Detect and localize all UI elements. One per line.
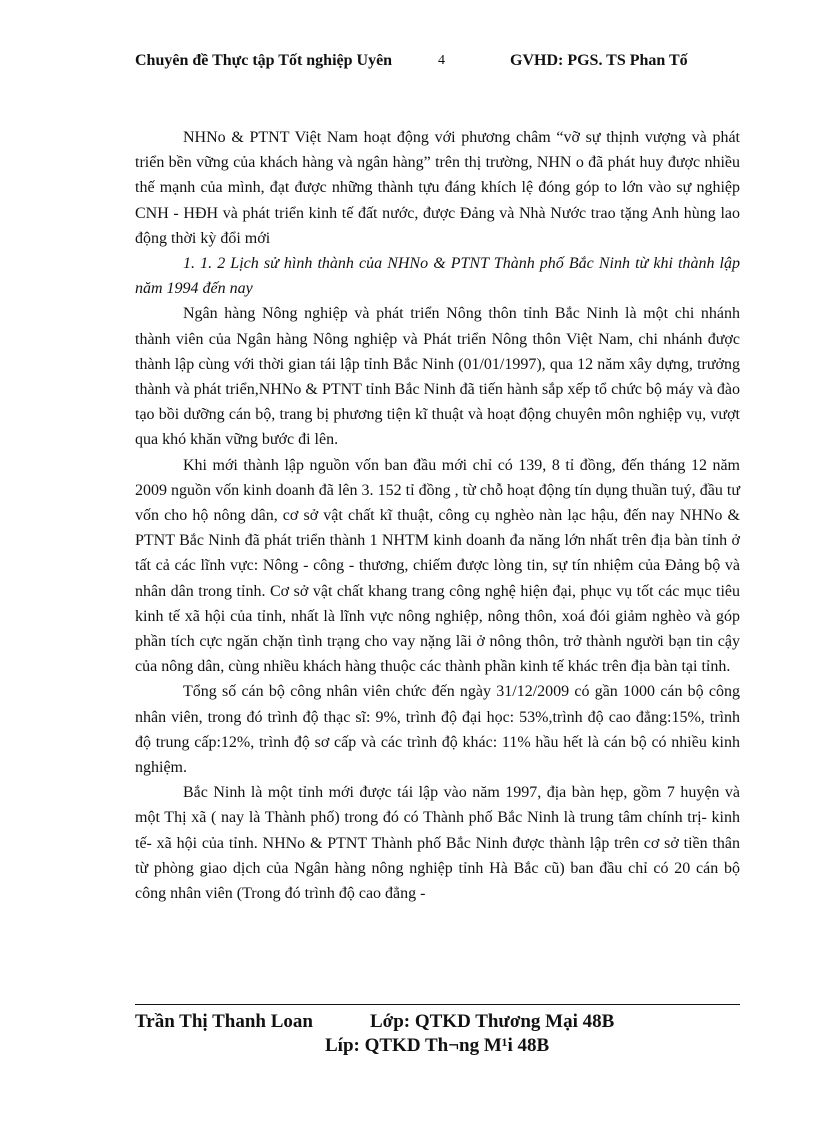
header-supervisor: GVHD: PGS. TS Phan Tố	[510, 52, 688, 69]
footer-class: Lớp: QTKD Thương Mại 48B	[370, 1011, 615, 1032]
footer-divider	[135, 1004, 740, 1005]
header-document-title: Chuyên đề Thực tập Tốt nghiệp Uyên	[135, 52, 393, 69]
footer-line	[135, 1009, 614, 1035]
paragraph: NHNo & PTNT Việt Nam hoạt động với phương châm “vỡ sự thịnh vượng và phát triển bền vững của khách hàng và ngân hàng” trên thị trường, NHN o đã phát huy được nhiều thế mạnh của mình, đạt được những thành tựu đáng khích lệ đóng góp to lớn vào sự nghiệp CNH - HĐH và phát triển kinh tế đất nước, được Đảng và Nhà Nước trao tặng Anh hùng lao động thời kỳ đổi mới	[135, 129, 740, 247]
paragraph: Bắc Ninh là một tỉnh mới được tái lập vào năm 1997, địa bàn hẹp, gồm 7 huyện và một Thị xã ( nay là Thành phố) trong đó có Thành phố Bắc Ninh là trung tâm chính trị- kinh tế- xã hội của tỉnh. NHNo & PTNT Thành phố Bắc Ninh được thành lập trên cơ sở tiền thân từ phòng giao dịch của Ngân hàng nông nghiệp tỉnh Hà Bắc cũ) ban đầu chỉ có 20 cán bộ công nhân viên (Trong đó trình độ cao đẳng -	[135, 784, 740, 903]
paragraph: Tổng số cán bộ công nhân viên chức đến ngày 31/12/2009 có gần 1000 cán bộ công nhân viên, trong đó trình độ thạc sĩ: 9%, trình độ đại học: 53%,trình độ cao đẳng:15%, trình độ trung cấp:12%, trình độ sơ cấp và các trình độ khác: 11% hầu hết là cán bộ có nhiều kinh nghiệm.	[135, 683, 740, 777]
paragraph: Khi mới thành lập nguồn vốn ban đầu mới chỉ có 139, 8 tỉ đồng, đến tháng 12 năm 2009 nguồn vốn kinh doanh đã lên 3. 152 tỉ đồng , từ chỗ hoạt động tín dụng thuần tuý, đầu tư vốn cho hộ nông dân, cơ sở vật chất kĩ thuật, công cụ nghèo nàn lạc hậu, đến nay NHNo & PTNT Bắc Ninh đã phát triển thành 1 NHTM kinh doanh đa năng lớn nhất trên địa bàn tỉnh ở tất cả các lĩnh vực: Nông - công - thương, chiếm được lòng tin, sự tín nhiệm của Đảng bộ và nhân dân trong tỉnh. Cơ sở vật chất khang trang công nghệ hiện đại, phục vụ tốt các mục tiêu kinh tế xã hội của tỉnh, nhất là lĩnh vực nông nghiệp, nông thôn, xoá đói giảm nghèo và góp phần tích cực ngăn chặn tình trạng cho vay nặng lãi ở nông thôn, trở thành người bạn tin cậy của nông dân, cùng nhiều khách hàng thuộc các thành phần kinh tế khác trên địa bàn tại tỉnh.	[135, 456, 740, 676]
section-heading: 1. 1. 2 Lịch sử hình thành của NHNo & PTNT Thành phố Bắc Ninh từ khi thành lập năm 1994 đến nay	[135, 255, 740, 298]
body-text	[135, 125, 740, 906]
footer-author: Trần Thị Thanh Loan	[135, 1011, 313, 1032]
footer-class-garbled: Líp: QTKD Th¬ng M¹i 48B	[325, 1035, 550, 1056]
paragraph: Ngân hàng Nông nghiệp và phát triển Nông thôn tỉnh Bắc Ninh là một chi nhánh thành viên của Ngân hàng Nông nghiệp và Phát triển Nông thôn Việt Nam, chi nhánh được thành lập cùng với thời gian tái lập tỉnh Bắc Ninh (01/01/1997), qua 12 năm xây dựng, trưởng thành và phát triển,NHNo & PTNT tỉnh Bắc Ninh đã tiến hành sắp xếp tổ chức bộ máy và đào tạo bồi dưỡng cán bộ, trang bị phương tiện kĩ thuật và hoạt động chuyên môn nghiệp vụ, vượt qua khó khăn vững bước đi lên.	[135, 305, 740, 449]
page-number: 4	[438, 53, 445, 68]
